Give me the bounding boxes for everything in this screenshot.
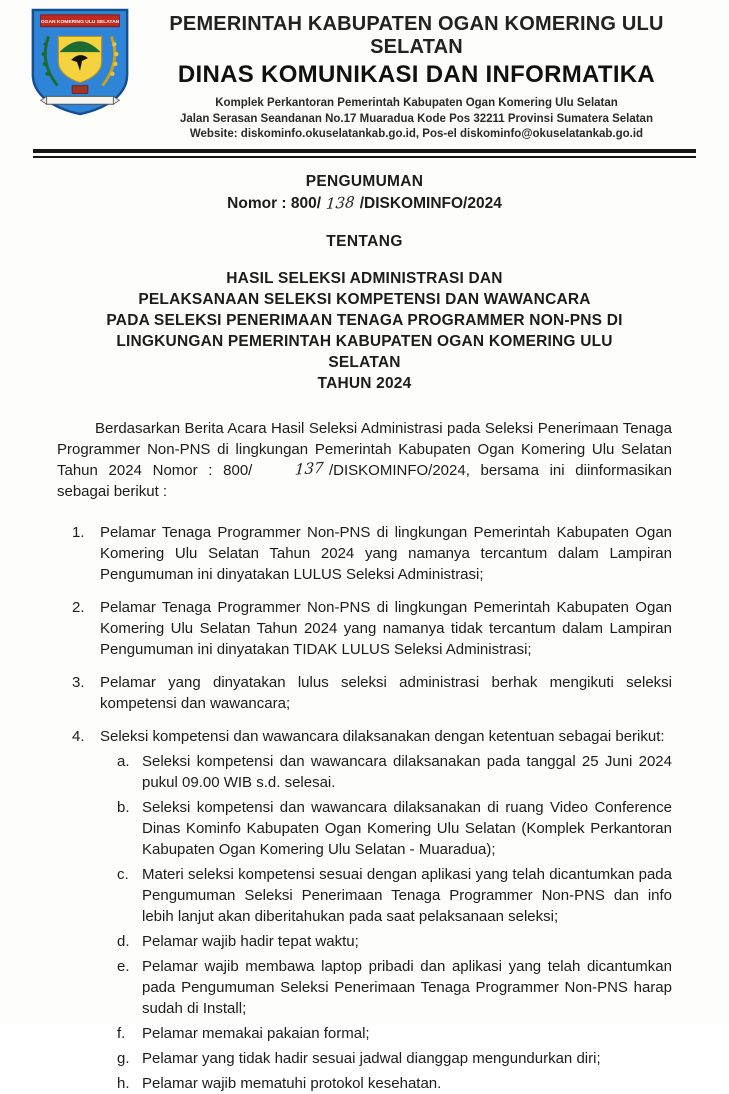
sub-list-item xyxy=(100,751,672,793)
doc-number-prefix: Nomor : 800/ xyxy=(227,194,322,212)
list-item-number: 2. xyxy=(72,598,85,616)
crest-banner-text: OGAN KOMERING ULU SELATAN xyxy=(40,20,120,26)
sub-list-item xyxy=(100,864,672,927)
sub-item-letter: e. xyxy=(117,957,130,975)
sub-item-letter: c. xyxy=(117,865,129,883)
letterhead-text xyxy=(134,7,699,143)
doc-title xyxy=(0,268,729,394)
list-item xyxy=(57,672,672,714)
sub-list-item xyxy=(100,1048,672,1069)
government-name: PEMERINTAH KABUPATEN OGAN KOMERING ULU SELATAN xyxy=(169,13,664,58)
sub-item-letter: a. xyxy=(117,752,130,770)
doc-title-line: PELAKSANAAN SELEKSI KOMPETENSI DAN WAWANCARA xyxy=(138,290,591,308)
letterhead xyxy=(0,0,729,143)
list-item-text: Pelamar Tenaga Programmer Non-PNS di lingkungan Pemerintah Kabupaten Ogan Komering Ulu Selatan Tahun 2024 yang namanya tercantum dalam Lampiran Pengumuman ini dinyatakan LULUS Seleksi Administrasi; xyxy=(100,523,672,583)
address-line-1: Komplek Perkantoran Pemerintah Kabupaten Ogan Komering Ulu Selatan xyxy=(215,97,618,109)
sub-item-letter: b. xyxy=(117,798,130,816)
list-item-text: Pelamar Tenaga Programmer Non-PNS di lingkungan Pemerintah Kabupaten Ogan Komering Ulu Selatan Tahun 2024 yang namanya tidak tercantum dalam Lampiran Pengumuman ini dinyatakan TIDAK LULUS Seleksi Administrasi; xyxy=(100,598,672,658)
sub-item-text: Pelamar wajib hadir tepat waktu; xyxy=(142,932,359,950)
doc-title-line: HASIL SELEKSI ADMINISTRASI DAN xyxy=(226,269,503,287)
list-item-text xyxy=(100,726,672,1094)
doc-number-handwritten: 138 xyxy=(325,192,356,213)
letterhead-divider xyxy=(33,149,696,158)
about-label: TENTANG xyxy=(326,232,403,250)
sub-item-text: Materi seleksi kompetensi sesuai dengan aplikasi yang telah dicantumkan pada Pengumuman Seleksi Penerimaan Tenaga Programmer Non-PNS dan info lebih lanjut akan diberitahukan pada saat pelaksanaan seleksi; xyxy=(142,865,672,925)
list-item xyxy=(57,522,672,585)
sub-item-text: Pelamar memakai pakaian formal; xyxy=(142,1024,370,1042)
list-item-text: Pelamar yang dinyatakan lulus seleksi administrasi berhak mengikuti seleksi kompetensi dan wawancara; xyxy=(100,673,672,712)
doc-title-line: PADA SELEKSI PENERIMAAN TENAGA PROGRAMMER NON-PNS DI xyxy=(106,311,623,329)
crest-shield-icon xyxy=(26,7,134,117)
sub-item-letter: d. xyxy=(117,932,130,950)
opening-handwritten-number: 137 xyxy=(294,458,325,479)
list-item xyxy=(57,597,672,660)
doc-title-line: SELATAN xyxy=(328,353,401,371)
sub-list-item xyxy=(100,931,672,952)
sub-item-text: Pelamar yang tidak hadir sesuai jadwal dianggap mengundurkan diri; xyxy=(142,1049,601,1067)
agency-name: DINAS KOMUNIKASI DAN INFORMATIKA xyxy=(177,61,656,88)
sub-item-text: Seleksi kompetensi dan wawancara dilaksanakan pada tanggal 25 Juni 2024 pukul 09.00 WIB s.d. selesai. xyxy=(142,752,672,791)
opening-paragraph xyxy=(57,418,672,502)
sub-list xyxy=(100,751,672,1094)
sub-list-item xyxy=(100,1073,672,1094)
sub-item-letter: f. xyxy=(117,1024,126,1042)
list-item-number: 3. xyxy=(72,673,85,691)
list-item-number: 1. xyxy=(72,523,85,541)
doc-title-line: LINGKUNGAN PEMERINTAH KABUPATEN OGAN KOMERING ULU xyxy=(116,332,613,350)
sub-item-text: Seleksi kompetensi dan wawancara dilaksanakan di ruang Video Conference Dinas Kominfo Kabupaten Ogan Komering Ulu Selatan (Komplek Perkantoran Kabupaten Ogan Komering Ulu Selatan - Muaradua); xyxy=(142,798,672,858)
sub-item-text: Pelamar wajib mematuhi protokol kesehatan. xyxy=(142,1074,442,1092)
opening-text-after: /DISKOMINFO/2024, bersama ini diinformasikan sebagai berikut : xyxy=(57,461,673,500)
oku-selatan-crest-logo xyxy=(26,7,134,117)
address-line-3: Website: diskominfo.okuselatankab.go.id, Pos-el diskominfo@okuselatankab.go.id xyxy=(189,128,644,141)
sub-list-item xyxy=(100,956,672,1019)
sub-list-item xyxy=(100,797,672,860)
list-item-number: 4. xyxy=(72,727,85,745)
list-item-text-inline: Seleksi kompetensi dan wawancara dilaksanakan dengan ketentuan sebagai berikut: xyxy=(100,727,665,745)
doc-number xyxy=(0,194,729,213)
announcement-list xyxy=(57,522,672,1094)
doc-heading: PENGUMUMAN xyxy=(305,172,424,190)
sub-item-letter: h. xyxy=(117,1074,130,1092)
address-line-2: Jalan Serasan Seandanan No.17 Muaradua Kode Pos 32211 Provinsi Sumatera Selatan xyxy=(180,112,653,125)
sub-list-item xyxy=(100,1023,672,1044)
list-item xyxy=(57,726,672,1094)
sub-item-text: Pelamar wajib membawa laptop pribadi dan aplikasi yang telah dicantumkan pada Pengumuman Seleksi Penerimaan Tenaga Programmer Non-PNS harap sudah di Install; xyxy=(142,957,672,1017)
doc-number-suffix: /DISKOMINFO/2024 xyxy=(359,194,502,212)
opening-text-before: Berdasarkan Berita Acara Hasil Seleksi Administrasi pada Seleksi Penerimaan Tenaga Programmer Non-PNS di lingkungan Pemerintah Kabupaten Ogan Komering Ulu Selatan Tahun 2024 Nomor : 800/ xyxy=(57,419,672,479)
doc-title-line: TAHUN 2024 xyxy=(317,374,412,392)
sub-item-letter: g. xyxy=(117,1049,130,1067)
